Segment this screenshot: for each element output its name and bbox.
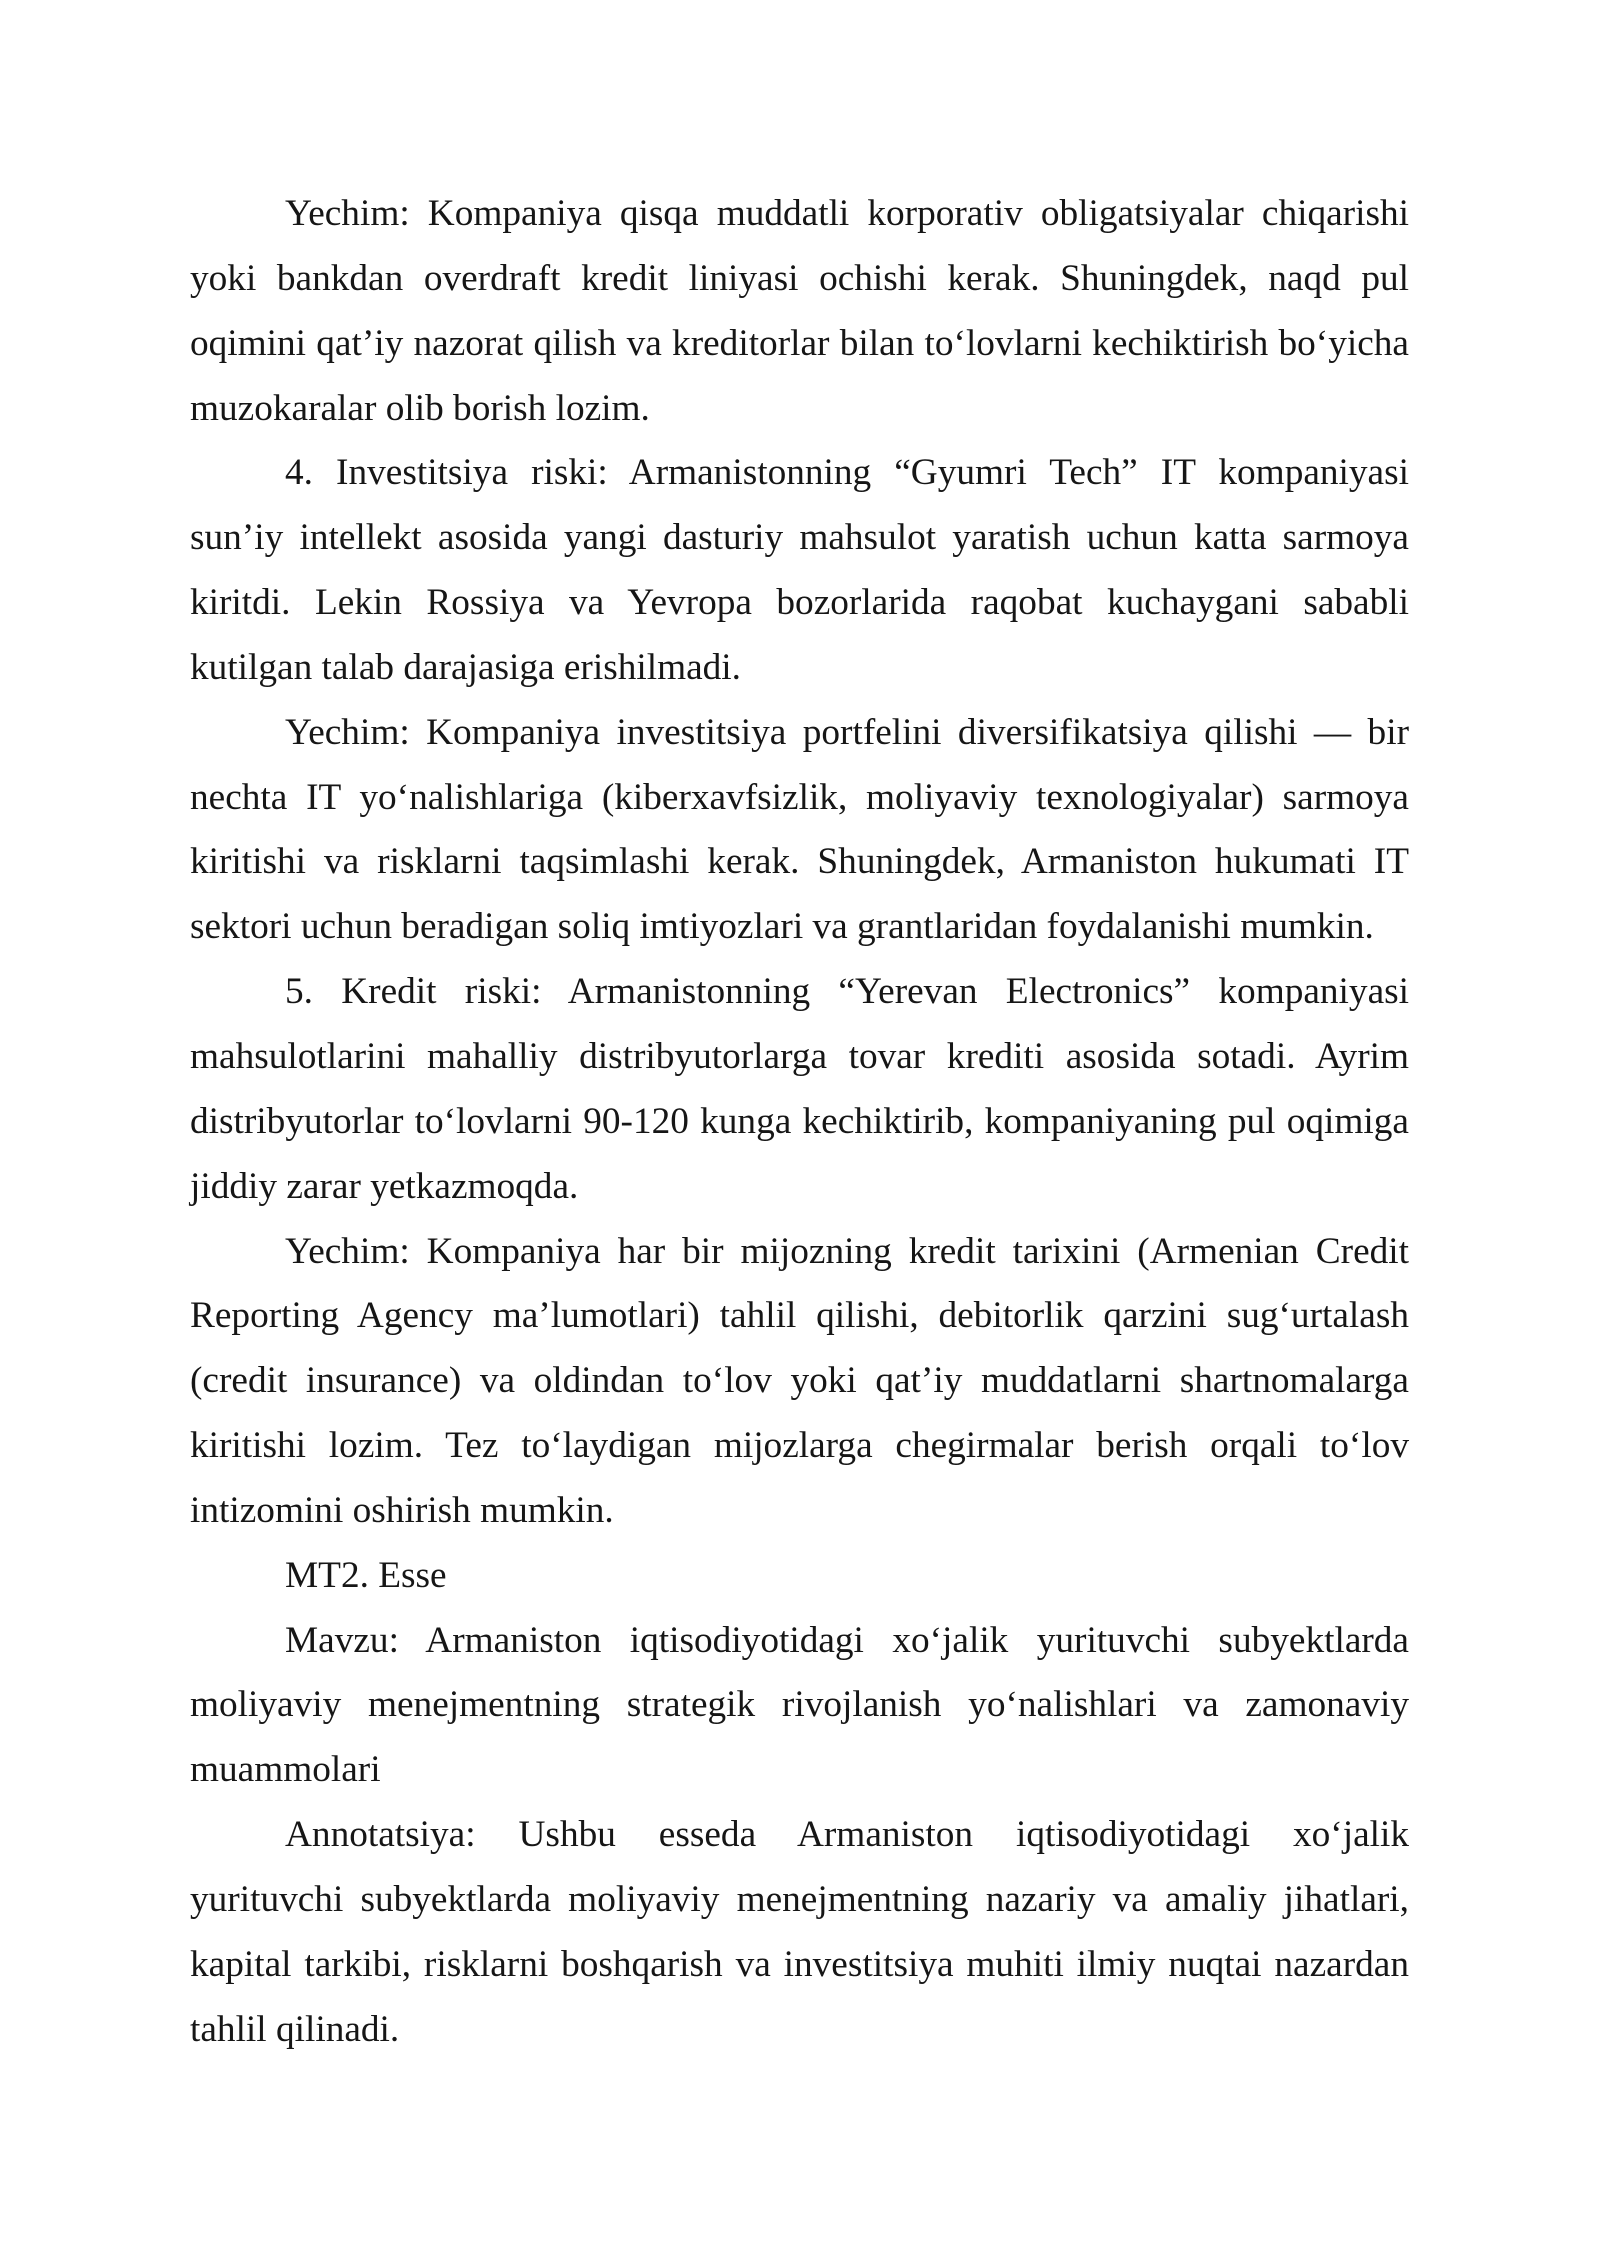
paragraph-line: yoki bankdan overdraft kredit liniyasi ochishi kerak. Shuningdek, naqd pul — [190, 257, 1409, 299]
paragraph-line: sektori uchun beradigan soliq imtiyozlari va grantlaridan foydalanishi mumkin. — [190, 906, 1374, 948]
paragraph-line: oqimini qat’iy nazorat qilish va kreditorlar bilan to‘lovlarni kechiktirish bo‘yicha — [190, 322, 1409, 364]
paragraph-line: (credit insurance) va oldindan to‘lov yoki qat’iy muddatlarni shartnomalarga — [190, 1360, 1409, 1402]
paragraph-investment-solution — [190, 701, 1409, 960]
paragraph-line: yurituvchi subyektlarda moliyaviy menejmentning nazariy va amaliy jihatlari, — [190, 1878, 1409, 1920]
paragraph-line: kapital tarkibi, risklarni boshqarish va investitsiya muhiti ilmiy nuqtai nazardan — [190, 1943, 1409, 1985]
paragraph-line: Mavzu: Armaniston iqtisodiyotidagi xo‘jalik yurituvchi subyektlarda — [285, 1619, 1409, 1661]
paragraph-credit-risk — [190, 960, 1409, 1219]
paragraph-line: Yechim: Kompaniya har bir mijozning kredit tarixini (Armenian Credit — [285, 1230, 1409, 1272]
paragraph-abstract — [190, 1803, 1409, 2062]
paragraph-line: kiritishi va risklarni taqsimlashi kerak. Shuningdek, Armaniston hukumati IT — [190, 841, 1409, 883]
paragraph-line: Yechim: Kompaniya investitsiya portfelini diversifikatsiya qilishi — bir — [285, 711, 1409, 753]
paragraph-line: kutilgan talab darajasiga erishilmadi. — [190, 646, 741, 688]
paragraph-liquidity-solution — [190, 182, 1409, 441]
document-body — [190, 182, 1409, 2062]
paragraph-credit-solution — [190, 1220, 1409, 1544]
paragraph-line: distribyutorlar to‘lovlarni 90-120 kunga kechiktirib, kompaniyaning pul oqimiga — [190, 1100, 1409, 1142]
paragraph-line: Annotatsiya: Ushbu esseda Armaniston iqtisodiyotidagi xo‘jalik — [285, 1814, 1409, 1856]
paragraph-line: Reporting Agency ma’lumotlari) tahlil qilishi, debitorlik qarzini sug‘urtalash — [190, 1295, 1409, 1337]
paragraph-line: sun’iy intellekt asosida yangi dasturiy mahsulot yaratish uchun katta sarmoya — [190, 517, 1409, 559]
paragraph-line: kiritdi. Lekin Rossiya va Yevropa bozorlarida raqobat kuchaygani sababli — [190, 582, 1409, 624]
paragraph-line: 5. Kredit riski: Armanistonning “Yerevan Electronics” kompaniyasi — [285, 971, 1409, 1013]
paragraph-line: 4. Investitsiya riski: Armanistonning “Gyumri Tech” IT kompaniyasi — [285, 452, 1409, 494]
paragraph-line: muzokaralar olib borish lozim. — [190, 387, 650, 429]
paragraph-line: nechta IT yo‘nalishlariga (kiberxavfsizlik, moliyaviy texnologiyalar) sarmoya — [190, 776, 1409, 818]
paragraph-line: tahlil qilinadi. — [190, 2008, 400, 2050]
paragraph-line: mahsulotlarini mahalliy distribyutorlarga tovar krediti asosida sotadi. Ayrim — [190, 1035, 1409, 1077]
paragraph-line: jiddiy zarar yetkazmoqda. — [190, 1165, 579, 1207]
paragraph-line: intizomini oshirish mumkin. — [190, 1489, 614, 1531]
section-heading-essay — [190, 1544, 1409, 1609]
paragraph-line: kiritishi lozim. Tez to‘laydigan mijozlarga chegirmalar berish orqali to‘lov — [190, 1425, 1409, 1467]
paragraph-line: moliyaviy menejmentning strategik rivojlanish yo‘nalishlari va zamonaviy — [190, 1684, 1409, 1726]
section-heading: MT2. Esse — [285, 1554, 447, 1596]
paragraph-line: Yechim: Kompaniya qisqa muddatli korporativ obligatsiyalar chiqarishi — [285, 193, 1409, 234]
paragraph-investment-risk — [190, 441, 1409, 700]
paragraph-topic — [190, 1609, 1409, 1804]
paragraph-line: muammolari — [190, 1749, 381, 1791]
